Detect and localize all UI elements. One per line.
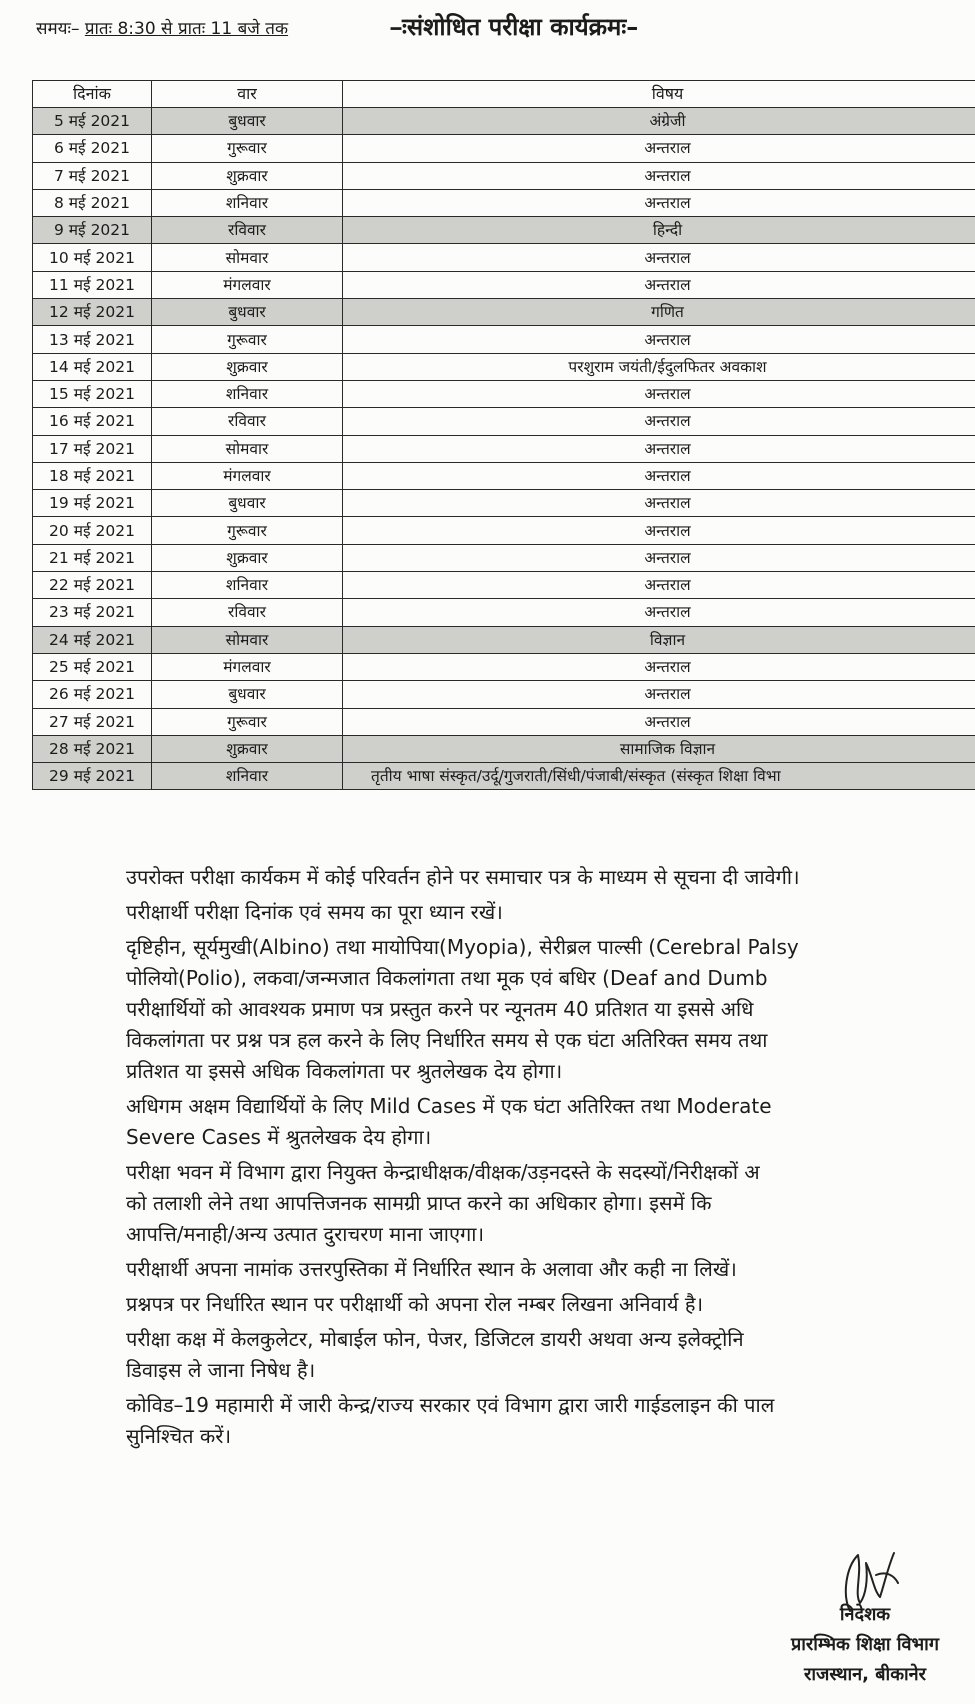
table-row xyxy=(33,653,975,680)
instruction-line: परीक्षार्थियों को आवश्यक प्रमाण पत्र प्रस्तुत करने पर न्यूनतम 40 प्रतिशत या इससे अधि xyxy=(126,997,754,1021)
date-cell: 7 मई 2021 xyxy=(33,162,152,189)
subject-cell: अन्तराल xyxy=(343,435,975,462)
date-cell: 6 मई 2021 xyxy=(33,135,152,162)
table-row xyxy=(33,380,975,407)
instruction-item: 2. परीक्षार्थी परीक्षा दिनांक एवं समय का पूरा ध्यान रखें। xyxy=(118,897,975,928)
table-row xyxy=(33,435,975,462)
table-row xyxy=(33,599,975,626)
table-row xyxy=(33,490,975,517)
table-row xyxy=(33,572,975,599)
instruction-item xyxy=(118,1091,975,1153)
instruction-item xyxy=(118,932,975,1087)
subject-cell: अन्तराल xyxy=(343,244,975,271)
day-cell: गुरूवार xyxy=(152,517,343,544)
day-cell: बुधवार xyxy=(152,299,343,326)
day-cell: शनिवार xyxy=(152,763,343,790)
subject-cell: अंग्रेजी xyxy=(343,108,975,135)
instruction-line: को तलाशी लेने तथा आपत्तिजनक सामग्री प्राप्त करने का अधिकार होगा। इसमें कि xyxy=(126,1191,712,1215)
instruction-line: 5. परीक्षा भवन में विभाग द्वारा नियुक्त केन्द्राधीक्षक/वीक्षक/उड़नदस्ते के सदस्यों/निरीक्षकों अ xyxy=(126,1160,760,1184)
day-cell: मंगलवार xyxy=(152,271,343,298)
date-cell: 18 मई 2021 xyxy=(33,462,152,489)
instruction-item: 1. उपरोक्त परीक्षा कार्यकम में कोई परिवर्तन होने पर समाचार पत्र के माध्यम से सूचना दी जावेगी। xyxy=(118,862,975,893)
day-cell: गुरूवार xyxy=(152,708,343,735)
date-cell: 25 मई 2021 xyxy=(33,653,152,680)
instruction-line: विकलांगता पर प्रश्न पत्र हल करने के लिए निर्धारित समय से एक घंटा अतिरिक्त समय तथा xyxy=(126,1028,768,1052)
date-cell: 12 मई 2021 xyxy=(33,299,152,326)
subject-cell: अन्तराल xyxy=(343,708,975,735)
date-cell: 16 मई 2021 xyxy=(33,408,152,435)
table-row xyxy=(33,244,975,271)
subject-cell: अन्तराल xyxy=(343,681,975,708)
table-row xyxy=(33,326,975,353)
table-row xyxy=(33,353,975,380)
day-cell: मंगलवार xyxy=(152,653,343,680)
instruction-item xyxy=(118,1157,975,1250)
day-cell: शनिवार xyxy=(152,380,343,407)
table-row xyxy=(33,544,975,571)
header xyxy=(0,10,975,44)
instructions-list xyxy=(76,862,975,1456)
day-cell: गुरूवार xyxy=(152,326,343,353)
date-cell: 17 मई 2021 xyxy=(33,435,152,462)
table-row xyxy=(33,299,975,326)
table-header-row xyxy=(33,81,975,108)
table-row xyxy=(33,135,975,162)
column-header-date: दिनांक xyxy=(33,81,152,108)
subject-cell: अन्तराल xyxy=(343,189,975,216)
date-cell: 19 मई 2021 xyxy=(33,490,152,517)
signature-block xyxy=(760,1600,970,1690)
page-title: –ःसंशोधित परीक्षा कार्यक्रमः– xyxy=(390,13,639,41)
day-cell: रविवार xyxy=(152,599,343,626)
day-cell: गुरूवार xyxy=(152,135,343,162)
instruction-line: आपत्ति/मनाही/अन्य उत्पात दुराचरण माना जाएगा। xyxy=(126,1222,485,1246)
day-cell: रविवार xyxy=(152,408,343,435)
table-row xyxy=(33,162,975,189)
date-cell: 15 मई 2021 xyxy=(33,380,152,407)
instruction-item: 7. प्रश्नपत्र पर निर्धारित स्थान पर परीक्षार्थी को अपना रोल नम्बर लिखना अनिवार्य है। xyxy=(118,1289,975,1320)
subject-cell: अन्तराल xyxy=(343,490,975,517)
instruction-line: 3. दृष्टिहीन, सूर्यमुखी(Albino) तथा मायोपिया(Myopia), सेरीब्रल पाल्सी (Cerebral Palsy xyxy=(126,935,799,959)
day-cell: बुधवार xyxy=(152,108,343,135)
subject-cell: अन्तराल xyxy=(343,135,975,162)
table-row xyxy=(33,681,975,708)
subject-cell: हिन्दी xyxy=(343,217,975,244)
subject-cell: विज्ञान xyxy=(343,626,975,653)
day-cell: बुधवार xyxy=(152,490,343,517)
instruction-item xyxy=(118,1390,975,1452)
date-cell: 29 मई 2021 xyxy=(33,763,152,790)
signatory-location: राजस्थान, बीकानेर xyxy=(803,1664,927,1685)
time-label: समयः– xyxy=(36,19,80,39)
date-cell: 21 मई 2021 xyxy=(33,544,152,571)
day-cell: शुक्रवार xyxy=(152,162,343,189)
date-cell: 13 मई 2021 xyxy=(33,326,152,353)
day-cell: शुक्रवार xyxy=(152,735,343,762)
date-cell: 28 मई 2021 xyxy=(33,735,152,762)
table-row xyxy=(33,735,975,762)
day-cell: शनिवार xyxy=(152,572,343,599)
subject-cell: तृतीय भाषा संस्कृत/उर्दू/गुजराती/सिंधी/पंजाबी/संस्कृत (संस्कृत शिक्षा विभा xyxy=(343,763,975,790)
day-cell: सोमवार xyxy=(152,244,343,271)
day-cell: शुक्रवार xyxy=(152,353,343,380)
day-cell: रविवार xyxy=(152,217,343,244)
table-row xyxy=(33,763,975,790)
day-cell: शनिवार xyxy=(152,189,343,216)
subject-cell: अन्तराल xyxy=(343,544,975,571)
instruction-line: Severe Cases में श्रुतलेखक देय होगा। xyxy=(126,1125,432,1149)
subject-cell: अन्तराल xyxy=(343,162,975,189)
instruction-line: डिवाइस ले जाना निषेध है। xyxy=(126,1358,316,1382)
instruction-line: 8. परीक्षा कक्ष में केलकुलेटर, मोबाईल फोन, पेजर, डिजिटल डायरी अथवा अन्य इलेक्ट्रोनि xyxy=(126,1327,744,1351)
column-header-subject: विषय xyxy=(343,81,975,108)
time-value: प्रातः 8:30 से प्रातः 11 बजे तक xyxy=(84,19,289,39)
date-cell: 10 मई 2021 xyxy=(33,244,152,271)
subject-cell: अन्तराल xyxy=(343,326,975,353)
signatory-title: निदेशक xyxy=(839,1604,891,1625)
subject-cell: परशुराम जयंती/ईदुलफितर अवकाश xyxy=(343,353,975,380)
date-cell: 8 मई 2021 xyxy=(33,189,152,216)
day-cell: बुधवार xyxy=(152,681,343,708)
table-row xyxy=(33,108,975,135)
date-cell: 23 मई 2021 xyxy=(33,599,152,626)
date-cell: 11 मई 2021 xyxy=(33,271,152,298)
exam-schedule-table xyxy=(32,80,975,790)
subject-cell: अन्तराल xyxy=(343,572,975,599)
day-cell: सोमवार xyxy=(152,626,343,653)
day-cell: मंगलवार xyxy=(152,462,343,489)
subject-cell: अन्तराल xyxy=(343,271,975,298)
subject-cell: गणित xyxy=(343,299,975,326)
day-cell: सोमवार xyxy=(152,435,343,462)
signatory-department: प्रारम्भिक शिक्षा विभाग xyxy=(791,1634,939,1655)
subject-cell: अन्तराल xyxy=(343,653,975,680)
instruction-item: 6. परीक्षार्थी अपना नामांक उत्तरपुस्तिका में निर्धारित स्थान के अलावा और कही ना लिखें। xyxy=(118,1254,975,1285)
subject-cell: अन्तराल xyxy=(343,599,975,626)
table-row xyxy=(33,189,975,216)
instruction-line: 4. अधिगम अक्षम विद्यार्थियों के लिए Mild Cases में एक घंटा अतिरिक्त तथा Moderate xyxy=(126,1094,772,1118)
instruction-line: प्रतिशत या इससे अधिक विकलांगता पर श्रुतलेखक देय होगा। xyxy=(126,1059,563,1083)
date-cell: 26 मई 2021 xyxy=(33,681,152,708)
subject-cell: अन्तराल xyxy=(343,462,975,489)
table-row xyxy=(33,708,975,735)
instruction-line: सुनिश्चित करें। xyxy=(126,1424,232,1448)
table-row xyxy=(33,462,975,489)
instruction-line: पोलियो(Polio), लकवा/जन्मजात विकलांगता तथा मूक एवं बधिर (Deaf and Dumb xyxy=(126,966,768,990)
table-row xyxy=(33,626,975,653)
date-cell: 20 मई 2021 xyxy=(33,517,152,544)
subject-cell: अन्तराल xyxy=(343,408,975,435)
subject-cell: अन्तराल xyxy=(343,517,975,544)
subject-cell: सामाजिक विज्ञान xyxy=(343,735,975,762)
table-row xyxy=(33,271,975,298)
day-cell: शुक्रवार xyxy=(152,544,343,571)
date-cell: 22 मई 2021 xyxy=(33,572,152,599)
date-cell: 9 मई 2021 xyxy=(33,217,152,244)
table-row xyxy=(33,217,975,244)
column-header-day: वार xyxy=(152,81,343,108)
instruction-item xyxy=(118,1324,975,1386)
date-cell: 24 मई 2021 xyxy=(33,626,152,653)
instruction-line: 9. कोविड–19 महामारी में जारी केन्द्र/राज्य सरकार एवं विभाग द्वारा जारी गाईडलाइन की पाल xyxy=(126,1393,775,1417)
date-cell: 14 मई 2021 xyxy=(33,353,152,380)
table-row xyxy=(33,517,975,544)
date-cell: 27 मई 2021 xyxy=(33,708,152,735)
date-cell: 5 मई 2021 xyxy=(33,108,152,135)
subject-cell: अन्तराल xyxy=(343,380,975,407)
exam-time xyxy=(36,16,288,39)
table-row xyxy=(33,408,975,435)
